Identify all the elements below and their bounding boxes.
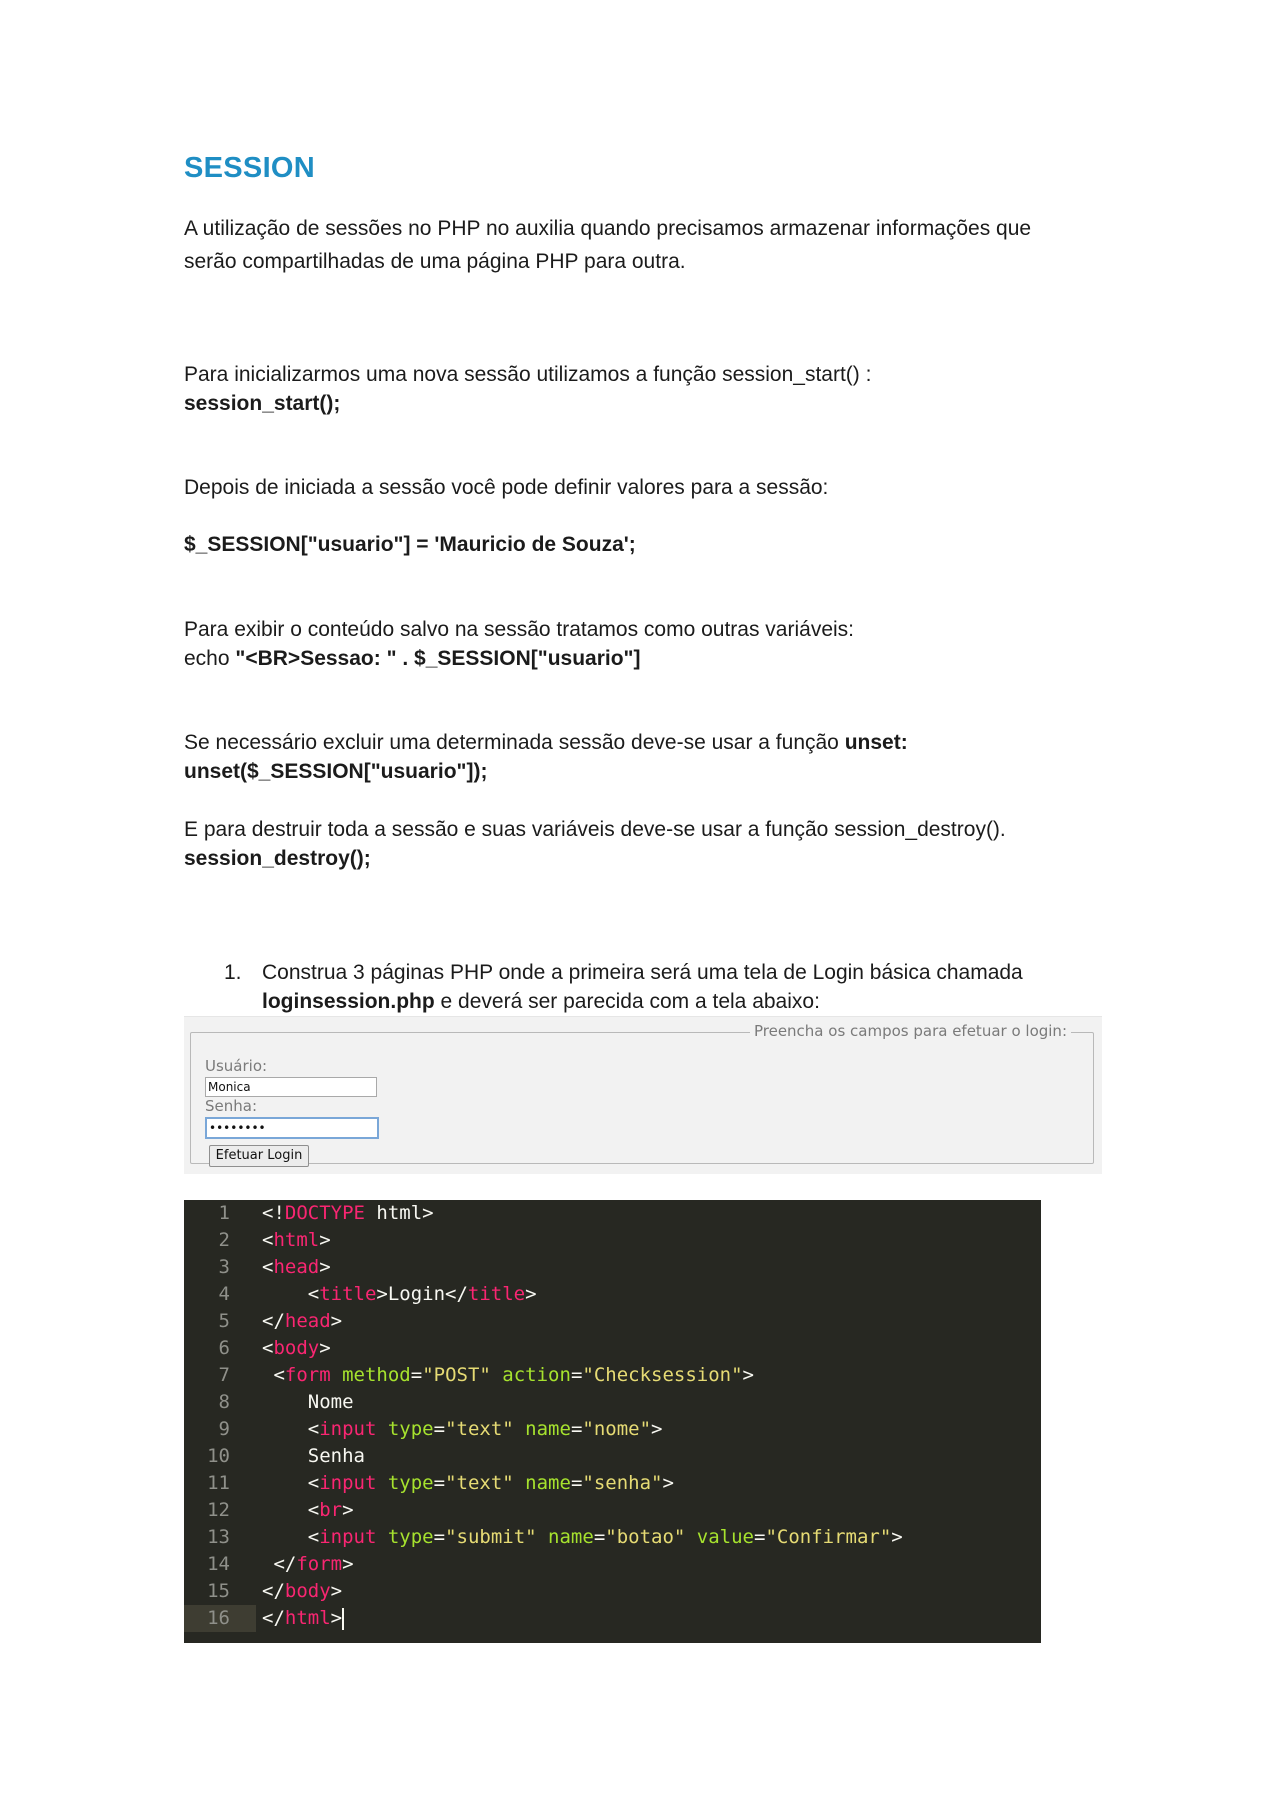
session-define-code: $_SESSION["usuario"] = 'Mauricio de Souza'; bbox=[184, 533, 636, 556]
code-token: name bbox=[525, 1418, 571, 1440]
code-token: form bbox=[296, 1553, 343, 1575]
code-token: = bbox=[570, 1418, 583, 1440]
code-token: = bbox=[433, 1418, 446, 1440]
code-token: = bbox=[433, 1472, 446, 1494]
code-token: title bbox=[467, 1283, 526, 1305]
code-token: < bbox=[262, 1337, 274, 1359]
code-token: "text" bbox=[445, 1418, 514, 1440]
session-start-code: session_start(); bbox=[184, 392, 341, 415]
code-line bbox=[262, 1389, 354, 1416]
code-line bbox=[262, 1551, 354, 1578]
user-label: Usuário: bbox=[205, 1057, 268, 1075]
code-line bbox=[262, 1308, 342, 1335]
session-define-text: Depois de iniciada a sessão você pode definir valores para a sessão: bbox=[184, 476, 829, 499]
session-show-code bbox=[184, 644, 641, 673]
code-token bbox=[685, 1526, 696, 1548]
code-line bbox=[262, 1443, 365, 1470]
code-token: html bbox=[284, 1607, 331, 1629]
session-show-text: Para exibir o conteúdo salvo na sessão tratamos como outras variáveis: bbox=[184, 618, 855, 641]
code-token: "Checksession" bbox=[582, 1364, 743, 1386]
list-number: 1. bbox=[224, 961, 242, 984]
code-token: html> bbox=[364, 1202, 434, 1224]
intro-paragraph-line-1: A utilização de sessões no PHP no auxilia quando precisamos armazenar informações que bbox=[184, 217, 1032, 240]
line-number: 2 bbox=[218, 1229, 230, 1251]
code-line bbox=[262, 1227, 331, 1254]
code-token: title bbox=[319, 1283, 377, 1305]
code-line bbox=[262, 1254, 331, 1281]
line-number: 10 bbox=[207, 1445, 230, 1467]
code-token bbox=[331, 1364, 342, 1386]
code-token bbox=[514, 1418, 525, 1440]
code-token: input bbox=[319, 1526, 377, 1548]
line-number: 15 bbox=[207, 1580, 230, 1602]
code-token: > bbox=[330, 1580, 343, 1602]
code-token: type bbox=[387, 1418, 434, 1440]
code-line bbox=[262, 1605, 344, 1632]
login-form-screenshot bbox=[184, 1016, 1102, 1174]
password-label: Senha: bbox=[205, 1097, 258, 1115]
text-cursor bbox=[342, 1608, 344, 1630]
code-token: > bbox=[319, 1337, 331, 1359]
code-token: </ bbox=[262, 1553, 297, 1575]
code-token: < bbox=[262, 1283, 320, 1305]
code-token: "Confirmar" bbox=[765, 1526, 892, 1548]
exercise-filename: loginsession.php bbox=[262, 990, 435, 1013]
code-token: = bbox=[433, 1526, 446, 1548]
code-token bbox=[537, 1526, 548, 1548]
unset-text-plain: Se necessário excluir uma determinada sessão deve-se usar a função bbox=[184, 731, 845, 754]
code-token: > bbox=[330, 1310, 343, 1332]
code-token: </ bbox=[262, 1607, 285, 1629]
line-number: 12 bbox=[207, 1499, 230, 1521]
code-token: = bbox=[410, 1364, 423, 1386]
line-number: 4 bbox=[218, 1283, 230, 1305]
code-token: > bbox=[319, 1229, 331, 1251]
code-line bbox=[262, 1470, 674, 1497]
code-token: "botao" bbox=[605, 1526, 686, 1548]
code-token: "POST" bbox=[422, 1364, 491, 1386]
code-token: head bbox=[284, 1310, 331, 1332]
session-unset-code: unset($_SESSION["usuario"]); bbox=[184, 760, 488, 783]
code-token bbox=[376, 1472, 387, 1494]
code-token: action bbox=[502, 1364, 571, 1386]
session-destroy-text: E para destruir toda a sessão e suas variáveis deve-se usar a função session_destroy(). bbox=[184, 818, 1006, 841]
code-token: "senha" bbox=[582, 1472, 663, 1494]
exercise-line-1: Construa 3 páginas PHP onde a primeira será uma tela de Login básica chamada bbox=[262, 961, 1023, 984]
line-number: 14 bbox=[207, 1553, 230, 1575]
code-line bbox=[262, 1281, 537, 1308]
code-token: > bbox=[651, 1418, 663, 1440]
code-line bbox=[262, 1416, 662, 1443]
code-token: name bbox=[548, 1526, 594, 1548]
code-line bbox=[262, 1335, 331, 1362]
code-token: < bbox=[262, 1418, 320, 1440]
code-token: "text" bbox=[445, 1472, 514, 1494]
code-token: > bbox=[342, 1553, 354, 1575]
code-token: type bbox=[387, 1472, 434, 1494]
code-token: form bbox=[284, 1364, 331, 1386]
user-input[interactable]: Monica bbox=[205, 1077, 377, 1097]
code-token: Nome bbox=[262, 1391, 354, 1413]
code-token: type bbox=[387, 1526, 434, 1548]
line-number: 16 bbox=[207, 1607, 230, 1629]
line-number: 1 bbox=[218, 1202, 230, 1224]
line-number-gutter bbox=[184, 1200, 256, 1643]
code-token: >Login</ bbox=[376, 1283, 468, 1305]
code-token bbox=[491, 1364, 502, 1386]
code-token: html bbox=[273, 1229, 320, 1251]
code-token: DOCTYPE bbox=[284, 1202, 365, 1224]
code-token: < bbox=[262, 1256, 274, 1278]
code-token bbox=[514, 1472, 525, 1494]
password-input[interactable]: •••••••• bbox=[205, 1117, 379, 1139]
login-fieldset bbox=[190, 1022, 1094, 1164]
code-token: = bbox=[570, 1472, 583, 1494]
code-token bbox=[376, 1418, 387, 1440]
code-line bbox=[262, 1524, 903, 1551]
code-token: > bbox=[342, 1499, 354, 1521]
code-token: = bbox=[754, 1526, 766, 1548]
code-token: < bbox=[262, 1364, 285, 1386]
code-token: = bbox=[593, 1526, 606, 1548]
code-token bbox=[376, 1526, 387, 1548]
line-number: 9 bbox=[218, 1418, 230, 1440]
line-number: 3 bbox=[218, 1256, 230, 1278]
line-number: 7 bbox=[218, 1364, 230, 1386]
code-token: Senha bbox=[262, 1445, 365, 1467]
code-token: br bbox=[319, 1499, 343, 1521]
code-token: < bbox=[262, 1526, 320, 1548]
code-line bbox=[262, 1362, 754, 1389]
code-token: > bbox=[330, 1607, 343, 1629]
code-token: head bbox=[273, 1256, 320, 1278]
code-token: = bbox=[570, 1364, 583, 1386]
line-number: 5 bbox=[218, 1310, 230, 1332]
code-line bbox=[262, 1200, 434, 1227]
show-code-plain: echo bbox=[184, 647, 236, 670]
code-token: > bbox=[525, 1283, 537, 1305]
code-token: body bbox=[284, 1580, 331, 1602]
code-token: </ bbox=[262, 1580, 285, 1602]
login-button[interactable]: Efetuar Login bbox=[209, 1145, 309, 1167]
code-line bbox=[262, 1497, 354, 1524]
code-token: input bbox=[319, 1472, 377, 1494]
line-number: 6 bbox=[218, 1337, 230, 1359]
code-token: <! bbox=[262, 1202, 285, 1224]
code-token: < bbox=[262, 1499, 320, 1521]
session-unset-text bbox=[184, 728, 908, 757]
code-token: > bbox=[662, 1472, 674, 1494]
code-editor-screenshot bbox=[184, 1200, 1041, 1643]
session-destroy-code: session_destroy(); bbox=[184, 847, 371, 870]
code-line bbox=[262, 1578, 342, 1605]
line-number: 13 bbox=[207, 1526, 230, 1548]
line-number: 8 bbox=[218, 1391, 230, 1413]
line-number: 11 bbox=[207, 1472, 230, 1494]
code-token: input bbox=[319, 1418, 377, 1440]
code-token: "nome" bbox=[582, 1418, 652, 1440]
code-token: < bbox=[262, 1229, 274, 1251]
code-token: method bbox=[342, 1364, 411, 1386]
code-token: value bbox=[696, 1526, 754, 1548]
fieldset-legend: Preencha os campos para efetuar o login: bbox=[750, 1022, 1071, 1040]
code-token: body bbox=[273, 1337, 320, 1359]
code-token: > bbox=[891, 1526, 903, 1548]
intro-paragraph-line-2: serão compartilhadas de uma página PHP para outra. bbox=[184, 250, 686, 273]
unset-text-bold: unset: bbox=[844, 731, 908, 754]
exercise-line-2-rest: e deverá ser parecida com a tela abaixo: bbox=[434, 990, 820, 1013]
code-token: > bbox=[319, 1256, 331, 1278]
code-token: > bbox=[742, 1364, 754, 1386]
page-title: SESSION bbox=[184, 152, 316, 184]
code-token: name bbox=[525, 1472, 571, 1494]
code-token: </ bbox=[262, 1310, 285, 1332]
show-code-bold: "<BR>Sessao: " . $_SESSION["usuario"] bbox=[235, 647, 641, 670]
session-start-text: Para inicializarmos uma nova sessão utilizamos a função session_start() : bbox=[184, 363, 872, 386]
code-token: < bbox=[262, 1472, 320, 1494]
code-token: "submit" bbox=[445, 1526, 537, 1548]
exercise-line-2 bbox=[262, 987, 820, 1016]
